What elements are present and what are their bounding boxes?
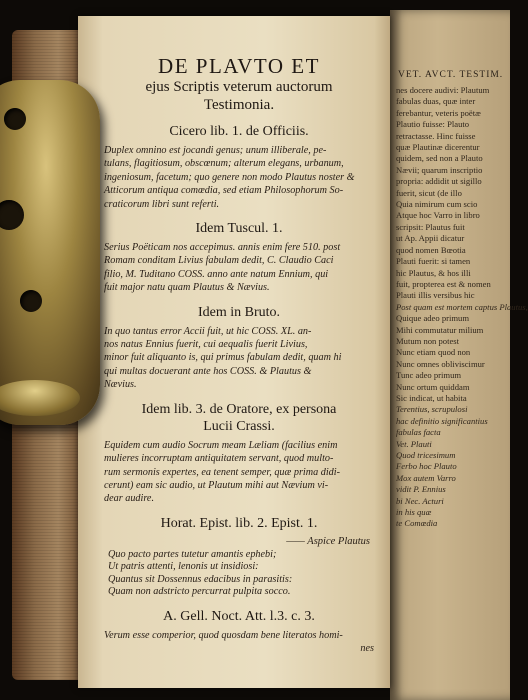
quote-line: tulans, flagitiosum, obscœnum; alterum elegans, urbanum,: [104, 158, 344, 170]
quote-line: filio, M. Tuditano COSS. anno ante natum Ennium, qui: [104, 268, 329, 280]
right-page-line: fabulas duas, quæ inter: [396, 96, 476, 107]
right-page-line: Plauti illis versibus hic: [396, 290, 475, 301]
right-page-line: Nævii; quarum inscriptio: [396, 164, 483, 175]
right-page-line: fabulas facta: [396, 427, 441, 438]
right-page-line: Quod tricesimum: [396, 450, 456, 460]
verse-line: Quam non adstricto percurrat pulpita socco.: [108, 586, 291, 598]
right-page-line: Mutum non potest: [396, 335, 460, 346]
right-page-line: Nunc ortum quiddam: [396, 381, 470, 392]
right-page-line: Vet. Plauti: [396, 438, 432, 449]
right-page-running-head: VET. AVCT. TESTIM.: [398, 70, 504, 80]
right-page-line: scripsit: Plautus fuit: [396, 221, 465, 232]
right-page-line: ferebantur, veteris poëtæ: [396, 107, 481, 118]
quote-line: Equidem cum audio Socrum meam Læliam (facilius enim: [104, 439, 338, 451]
right-page-line: Mox autem Varro: [396, 472, 456, 483]
quote-line: Duplex omnino est jocandi genus; unum illiberale, pe-: [104, 145, 327, 156]
quote-line: craticorum libri sunt referti.: [104, 198, 220, 210]
section-quote: [104, 325, 374, 392]
right-page-line: vidit P. Ennius: [396, 484, 446, 495]
quote-line: cerunt) eam sic audio, ut Plautum mihi aut Nævium vi-: [104, 479, 329, 491]
right-page-line: Quia nimirum cum scio: [396, 199, 478, 210]
quote-line: Verum esse comperior, quod quosdam bene literatos homi-: [104, 629, 343, 641]
verse-line: Quantus sit Dossennus edacibus in parasitis:: [108, 573, 293, 585]
verse: [108, 549, 374, 599]
right-page-line: te Comœdia: [396, 518, 438, 529]
section-quote: [104, 241, 374, 295]
brass-clasp: [0, 80, 100, 425]
page-title: DE PLAVTO ET: [158, 54, 320, 78]
verse-head: —— Aspice Plautus: [286, 535, 370, 547]
right-page-line: Mihi commutatur milium: [396, 324, 484, 335]
section-heading: Idem lib. 3. de Oratore, ex persona: [141, 401, 337, 417]
right-page-line: Plautio fuisse: Plauto: [396, 119, 470, 130]
section-heading-2: Lucii Crassi.: [203, 418, 275, 434]
section-heading: Horat. Epist. lib. 2. Epist. 1.: [160, 515, 318, 531]
quote-line: Serius Poëticam nos accepimus. annis enim fere 510. post: [104, 242, 341, 254]
page-content: [104, 42, 374, 660]
right-page-line: propria: addidit ut sigillo: [396, 176, 482, 187]
right-page-line: Terentius, scrupulosi: [396, 404, 468, 415]
section-heading: Idem Tuscul. 1.: [195, 221, 283, 237]
quote-line: Atticorum antiqua comœdia, sed etiam Philosophorum So-: [104, 185, 344, 197]
clasp-boss: [0, 380, 80, 416]
quote-line: qui multas docuerant ante hos COSS. & Plautus &: [104, 365, 312, 377]
quote-line: nos natus Ennius fuerit, cui aequalis fuerit Livius,: [104, 339, 308, 351]
page-subtitle: ejus Scriptis veterum auctorum: [145, 79, 333, 95]
quote-line: In quo tantus error Accii fuit, ut hic COSS. XL. an-: [104, 325, 312, 337]
right-page-line: quod nomen Bœotia: [396, 244, 466, 255]
clasp-hole: [4, 108, 26, 130]
left-page: [78, 16, 390, 688]
section-quote: [104, 439, 374, 506]
quote-line: dear audire.: [104, 493, 154, 505]
right-page-line: Atque hoc Varro in libro: [396, 210, 480, 221]
right-page-line: hic Plautus, & hos illi: [396, 267, 471, 278]
section-heading: A. Gell. Noct. Att. l.3. c. 3.: [163, 608, 315, 624]
right-page-line: Plauti fuerit: si tamen: [396, 256, 471, 267]
section-quote: [104, 144, 374, 211]
right-page-line: Ferbo hoc Plauto: [396, 461, 457, 472]
right-page-line: bi Nec. Acturi: [396, 495, 444, 506]
right-page: [390, 10, 528, 700]
right-page-line: hac definitio significantius: [396, 415, 488, 426]
right-page-line: fuit, propterea est & nomen: [396, 278, 491, 289]
catchword: nes: [360, 643, 374, 655]
verse-line: Quo pacto partes tutetur amantis ephebi;: [108, 548, 277, 560]
right-page-line: ut Ap. Appii dicatur: [396, 233, 465, 244]
verse-line: Ut patris attenti, lenonis ut insidiosi:: [108, 561, 259, 573]
right-page-line: quidem, sed non a Plauto: [396, 153, 483, 164]
quote-line: fuit major natu quam Plautus & Nævius.: [104, 282, 270, 294]
clasp-hole: [20, 290, 42, 312]
right-page-line: in his quæ: [396, 507, 432, 518]
clasp-hole: [0, 200, 24, 230]
right-page-line: Quique adeo primum: [396, 313, 470, 324]
right-page-line: Nunc omnes obliviscimur: [396, 358, 485, 369]
right-page-line: quæ Plautinæ dicerentur: [396, 142, 480, 153]
right-page-line: Tunc adeo primum: [396, 370, 462, 381]
right-page-line: nes docere audivi: Plautum: [396, 85, 490, 95]
quote-line: Romam conditam Livius fabulam dedit, C. Claudio Caci: [104, 255, 334, 267]
section-heading: Cicero lib. 1. de Officiis.: [169, 124, 309, 139]
right-page-line: Post quam est mortem captus Plautus,: [396, 301, 528, 312]
right-page-line: fuerit, sicut (de illo: [396, 187, 462, 198]
right-page-text: [396, 85, 528, 530]
right-page-line: retractasse. Hinc fuisse: [396, 130, 476, 141]
quote-line: minor fuit aliquanto is, qui primus fabulam dedit, quam hi: [104, 352, 342, 364]
right-page-line: Sic indicat, ut habita: [396, 392, 467, 403]
section-heading: Idem in Bruto.: [197, 304, 281, 320]
quote-line: mulieres incorruptam antiquitatem servant, quod multo-: [104, 453, 334, 465]
quote-line: ingeniosum, facetum; quo genere non modo Plautus noster &: [104, 171, 355, 183]
right-page-line: Nunc etiam quod non: [396, 347, 471, 358]
page-subtitle-2: Testimonia.: [203, 97, 275, 113]
quote-line: rum sermonis expertes, ea tenent semper, quæ prima didi-: [104, 466, 340, 478]
quote-line: Nævius.: [104, 379, 137, 391]
section-quote: [104, 629, 374, 656]
